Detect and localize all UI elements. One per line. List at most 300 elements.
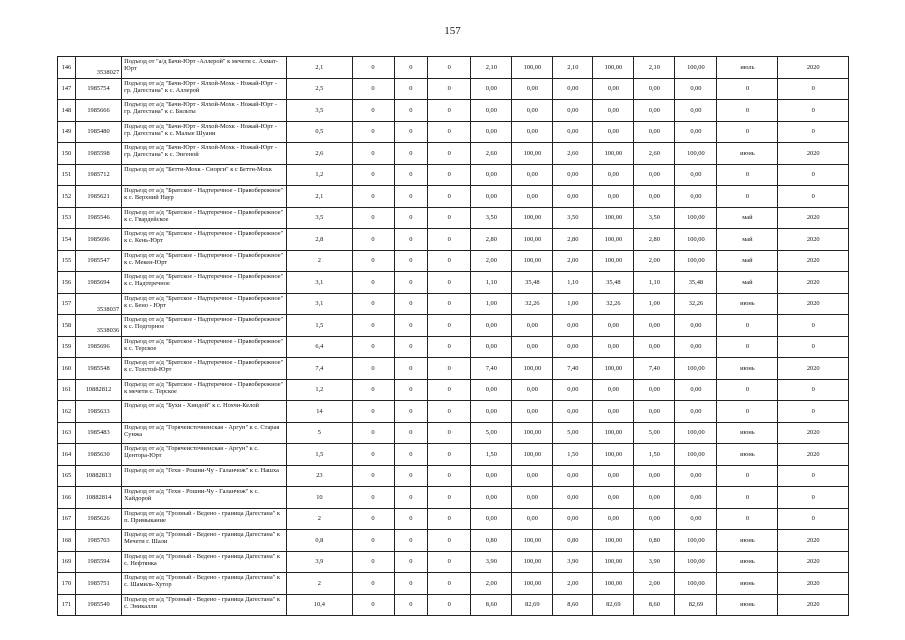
cell-c1: 0 [352,272,394,294]
cell-month: июнь [717,358,778,380]
cell-num: 165 [58,465,76,487]
cell-c1: 0 [352,401,394,423]
cell-p2: 100,00 [593,551,634,573]
cell-c1: 0 [352,358,394,380]
cell-num: 151 [58,164,76,186]
cell-month: 0 [717,508,778,530]
cell-year: 2020 [778,444,849,466]
cell-v3: 1,00 [634,293,675,315]
cell-v1: 2,60 [471,143,512,165]
cell-num: 162 [58,401,76,423]
cell-v2: 0,00 [553,465,593,487]
cell-name: Подъезд от а/д "Братское - Надтеречное - Правобережное" к с. Кень-Юрт [122,229,287,251]
cell-month: 0 [717,186,778,208]
cell-c2: 0 [394,250,428,272]
cell-c2: 0 [394,78,428,100]
cell-p2: 0,00 [593,401,634,423]
cell-length: 1,5 [287,315,352,337]
cell-v1: 0,00 [471,315,512,337]
cell-p2: 100,00 [593,250,634,272]
cell-c3: 0 [428,487,471,509]
cell-length: 2,6 [287,143,352,165]
cell-c1: 0 [352,594,394,616]
cell-name: Подъезд от а/д "Гехи - Рошни-Чу - Галанчож" к с. Нашха [122,465,287,487]
cell-p3: 100,00 [675,551,717,573]
cell-v3: 0,00 [634,508,675,530]
cell-code: 1985549 [75,594,121,616]
cell-v1: 8,60 [471,594,512,616]
cell-year: 2020 [778,207,849,229]
cell-month: июнь [717,444,778,466]
cell-v3: 2,00 [634,573,675,595]
cell-p3: 0,00 [675,487,717,509]
cell-month: 0 [717,164,778,186]
cell-num: 150 [58,143,76,165]
cell-p3: 0,00 [675,164,717,186]
cell-year: 2020 [778,551,849,573]
cell-v2: 0,00 [553,379,593,401]
cell-month: 0 [717,100,778,122]
cell-v1: 0,00 [471,186,512,208]
cell-name: Подъезд от а/д "Братское - Надтеречное - Правобережное" к с. Толстой-Юрт [122,358,287,380]
cell-num: 157 [58,293,76,315]
cell-num: 154 [58,229,76,251]
cell-v2: 3,50 [553,207,593,229]
cell-year: 2020 [778,358,849,380]
cell-year: 2020 [778,594,849,616]
cell-num: 168 [58,530,76,552]
cell-month: июнь [717,293,778,315]
cell-p3: 35,48 [675,272,717,294]
cell-v3: 0,80 [634,530,675,552]
cell-month: июнь [717,530,778,552]
cell-year: 2020 [778,573,849,595]
cell-p1: 100,00 [512,250,553,272]
cell-p1: 0,00 [512,164,553,186]
cell-c3: 0 [428,401,471,423]
cell-year: 0 [778,100,849,122]
cell-num: 159 [58,336,76,358]
cell-p3: 0,00 [675,336,717,358]
table-row [58,57,849,79]
cell-name: Подъезд от а/д "Горячеисточненская - Аргун" к с. Центора-Юрт [122,444,287,466]
cell-p2: 0,00 [593,164,634,186]
cell-v1: 2,00 [471,573,512,595]
cell-p3: 82,69 [675,594,717,616]
cell-v2: 3,90 [553,551,593,573]
table-row [58,379,849,401]
cell-v1: 2,10 [471,57,512,79]
table-row [58,444,849,466]
cell-p2: 100,00 [593,207,634,229]
cell-p2: 0,00 [593,465,634,487]
cell-code: 3538027 [75,57,121,79]
cell-year: 2020 [778,143,849,165]
cell-v2: 2,80 [553,229,593,251]
cell-p2: 82,69 [593,594,634,616]
cell-length: 3,1 [287,272,352,294]
cell-v2: 1,10 [553,272,593,294]
table-row [58,401,849,423]
cell-name: Подъезд от а/д "Братское - Надтеречное - Правобережное" к с. Подгорное [122,315,287,337]
cell-num: 152 [58,186,76,208]
cell-p1: 0,00 [512,487,553,509]
cell-code: 1985594 [75,551,121,573]
cell-month: июнь [717,594,778,616]
cell-code: 1985712 [75,164,121,186]
cell-c3: 0 [428,444,471,466]
cell-num: 147 [58,78,76,100]
cell-p1: 32,26 [512,293,553,315]
cell-p2: 100,00 [593,444,634,466]
cell-v1: 0,00 [471,401,512,423]
cell-num: 163 [58,422,76,444]
cell-c3: 0 [428,78,471,100]
cell-p2: 32,26 [593,293,634,315]
cell-v1: 3,50 [471,207,512,229]
cell-name: Подъезд от а/д "Братское - Надтеречное - Правобережное" к с. Бено - Юрт [122,293,287,315]
table-body [58,57,849,616]
cell-num: 149 [58,121,76,143]
cell-c2: 0 [394,465,428,487]
cell-c1: 0 [352,121,394,143]
cell-c2: 0 [394,573,428,595]
cell-year: 2020 [778,250,849,272]
cell-month: 0 [717,401,778,423]
cell-v3: 2,10 [634,57,675,79]
cell-name: Подъезд от а/д "Братское - Надтеречное - Правобережное" к с. Мекен-Юрт [122,250,287,272]
cell-p3: 0,00 [675,508,717,530]
cell-c3: 0 [428,186,471,208]
cell-p3: 0,00 [675,401,717,423]
cell-month: май [717,250,778,272]
cell-c2: 0 [394,229,428,251]
table-row [58,530,849,552]
cell-c1: 0 [352,100,394,122]
table-row [58,100,849,122]
cell-p1: 100,00 [512,444,553,466]
cell-v1: 0,00 [471,164,512,186]
cell-month: 0 [717,379,778,401]
cell-month: май [717,272,778,294]
cell-c1: 0 [352,315,394,337]
cell-v1: 0,00 [471,100,512,122]
cell-v3: 0,00 [634,186,675,208]
cell-c1: 0 [352,143,394,165]
cell-name: Подъезд от а/д "Братское - Надтеречное - Правобережное" к с. Гвардейское [122,207,287,229]
cell-length: 7,4 [287,358,352,380]
table-row [58,143,849,165]
cell-c1: 0 [352,229,394,251]
cell-c3: 0 [428,465,471,487]
cell-p2: 100,00 [593,530,634,552]
cell-p1: 0,00 [512,508,553,530]
cell-c2: 0 [394,508,428,530]
cell-p3: 32,26 [675,293,717,315]
cell-year: 0 [778,164,849,186]
cell-c2: 0 [394,551,428,573]
cell-code: 1985751 [75,573,121,595]
cell-v3: 2,80 [634,229,675,251]
cell-c1: 0 [352,530,394,552]
cell-c2: 0 [394,121,428,143]
cell-p1: 100,00 [512,143,553,165]
cell-code: 1985598 [75,143,121,165]
cell-v2: 0,00 [553,186,593,208]
table-row [58,594,849,616]
cell-year: 2020 [778,530,849,552]
cell-p2: 100,00 [593,229,634,251]
cell-v3: 0,00 [634,487,675,509]
cell-v3: 0,00 [634,465,675,487]
cell-c3: 0 [428,250,471,272]
cell-length: 23 [287,465,352,487]
cell-c2: 0 [394,379,428,401]
cell-v1: 1,10 [471,272,512,294]
cell-month: 0 [717,487,778,509]
cell-month: июнь [717,422,778,444]
cell-p1: 0,00 [512,100,553,122]
cell-name: Подъезд от а/д "Бухи - Хиндой" к с. Нохчи-Келой [122,401,287,423]
cell-p3: 100,00 [675,143,717,165]
cell-length: 3,5 [287,207,352,229]
cell-v2: 8,60 [553,594,593,616]
cell-v1: 0,80 [471,530,512,552]
cell-code: 10882812 [75,379,121,401]
cell-length: 14 [287,401,352,423]
cell-v1: 1,50 [471,444,512,466]
cell-p1: 100,00 [512,551,553,573]
cell-num: 167 [58,508,76,530]
cell-c1: 0 [352,465,394,487]
cell-c3: 0 [428,594,471,616]
cell-p3: 100,00 [675,57,717,79]
cell-c1: 0 [352,293,394,315]
cell-c3: 0 [428,164,471,186]
cell-p3: 0,00 [675,315,717,337]
table-row [58,487,849,509]
cell-name: Подъезд от а/д "Грозный - Ведено - граница Дагестана" к с. Эникалли [122,594,287,616]
cell-name: Подъезд от а/д "Братское - Надтеречное - Правобережное" к с. Терское [122,336,287,358]
cell-v1: 0,00 [471,487,512,509]
cell-p2: 35,48 [593,272,634,294]
cell-c2: 0 [394,358,428,380]
cell-month: 0 [717,315,778,337]
cell-month: май [717,207,778,229]
cell-name: Подъезд от а/д "Братское - Надтеречное - Правобережное" к мечети с. Терское [122,379,287,401]
cell-num: 158 [58,315,76,337]
cell-p3: 100,00 [675,207,717,229]
cell-p2: 100,00 [593,422,634,444]
cell-c1: 0 [352,551,394,573]
cell-p1: 100,00 [512,530,553,552]
cell-v2: 2,00 [553,573,593,595]
cell-name: Подъезд от а/д "Бачи-Юрт - Ялхой-Мохк - Ножай-Юрт - гр. Дагестана" к с. Бильты [122,100,287,122]
cell-c2: 0 [394,272,428,294]
cell-c3: 0 [428,508,471,530]
table-row [58,78,849,100]
cell-name: Подъезд от а/д "Грозный - Ведено - граница Дагестана" к с. Шамиль-Хутор [122,573,287,595]
cell-name: Подъезд от "а/д Бачи-Юрт -Аллерой" к мечети с. Ахмат-Юрт [122,57,287,79]
cell-p2: 0,00 [593,315,634,337]
cell-c2: 0 [394,444,428,466]
cell-code: 1985626 [75,508,121,530]
cell-v2: 0,00 [553,401,593,423]
table-row [58,336,849,358]
cell-month: июнь [717,143,778,165]
cell-year: 2020 [778,57,849,79]
cell-p3: 0,00 [675,121,717,143]
cell-p2: 100,00 [593,358,634,380]
cell-c3: 0 [428,121,471,143]
cell-year: 0 [778,487,849,509]
cell-length: 2,1 [287,186,352,208]
cell-name: Подъезд от а/д "Братское - Надтеречное - Правобережное" к с. Верхний Наур [122,186,287,208]
cell-p3: 0,00 [675,465,717,487]
cell-c2: 0 [394,143,428,165]
cell-p1: 0,00 [512,78,553,100]
cell-c2: 0 [394,336,428,358]
cell-v2: 2,60 [553,143,593,165]
cell-code: 3538037 [75,293,121,315]
cell-p3: 100,00 [675,530,717,552]
cell-v2: 7,40 [553,358,593,380]
table-row [58,315,849,337]
cell-p2: 0,00 [593,379,634,401]
cell-v3: 0,00 [634,315,675,337]
cell-c1: 0 [352,573,394,595]
cell-v1: 5,00 [471,422,512,444]
cell-v3: 0,00 [634,164,675,186]
cell-c1: 0 [352,422,394,444]
cell-c3: 0 [428,293,471,315]
cell-month: июль [717,57,778,79]
cell-v1: 1,00 [471,293,512,315]
cell-year: 2020 [778,293,849,315]
cell-p3: 100,00 [675,444,717,466]
cell-p2: 0,00 [593,100,634,122]
cell-p2: 0,00 [593,121,634,143]
cell-code: 10882813 [75,465,121,487]
cell-code: 1985547 [75,250,121,272]
cell-num: 164 [58,444,76,466]
cell-year: 0 [778,401,849,423]
cell-p3: 0,00 [675,379,717,401]
cell-p1: 100,00 [512,422,553,444]
cell-code: 1985666 [75,100,121,122]
table-row [58,358,849,380]
cell-num: 171 [58,594,76,616]
cell-length: 1,2 [287,164,352,186]
cell-p2: 0,00 [593,336,634,358]
table-row [58,465,849,487]
cell-v2: 0,00 [553,78,593,100]
cell-c3: 0 [428,315,471,337]
cell-month: 0 [717,465,778,487]
cell-num: 155 [58,250,76,272]
cell-p3: 100,00 [675,229,717,251]
cell-code: 1985621 [75,186,121,208]
cell-v3: 0,00 [634,401,675,423]
cell-p2: 0,00 [593,508,634,530]
cell-length: 3,1 [287,293,352,315]
cell-v3: 2,60 [634,143,675,165]
cell-v2: 1,00 [553,293,593,315]
cell-c2: 0 [394,164,428,186]
cell-code: 1985633 [75,401,121,423]
cell-length: 3,9 [287,551,352,573]
table-row [58,508,849,530]
cell-p1: 0,00 [512,121,553,143]
cell-length: 2 [287,573,352,595]
cell-num: 148 [58,100,76,122]
cell-length: 5 [287,422,352,444]
cell-length: 1,2 [287,379,352,401]
cell-v2: 2,00 [553,250,593,272]
cell-c2: 0 [394,487,428,509]
cell-p1: 100,00 [512,358,553,380]
cell-month: 0 [717,336,778,358]
cell-year: 2020 [778,422,849,444]
cell-year: 0 [778,121,849,143]
table-row [58,293,849,315]
cell-c3: 0 [428,551,471,573]
cell-v2: 2,10 [553,57,593,79]
cell-v3: 0,00 [634,336,675,358]
table-row [58,207,849,229]
cell-length: 10 [287,487,352,509]
cell-name: Подъезд от а/д "Бачи-Юрт - Ялхой-Мохк - Ножай-Юрт - гр. Дагестана" к с. Аллерой [122,78,287,100]
cell-c1: 0 [352,487,394,509]
table-row [58,272,849,294]
cell-v2: 0,00 [553,121,593,143]
cell-p1: 0,00 [512,315,553,337]
cell-v3: 0,00 [634,121,675,143]
table-row [58,121,849,143]
cell-length: 2,8 [287,229,352,251]
cell-length: 0,8 [287,530,352,552]
cell-v3: 0,00 [634,100,675,122]
cell-v1: 7,40 [471,358,512,380]
cell-v2: 0,00 [553,100,593,122]
cell-c2: 0 [394,186,428,208]
cell-c2: 0 [394,594,428,616]
table-row [58,229,849,251]
cell-v3: 3,50 [634,207,675,229]
cell-length: 2 [287,250,352,272]
cell-c2: 0 [394,293,428,315]
cell-code: 1985694 [75,272,121,294]
cell-v3: 7,40 [634,358,675,380]
cell-name: Подъезд от а/д "Братское - Надтеречное - Правобережное" к с. Надтеречное [122,272,287,294]
cell-num: 161 [58,379,76,401]
cell-c2: 0 [394,207,428,229]
cell-code: 1985483 [75,422,121,444]
cell-c3: 0 [428,530,471,552]
cell-v3: 3,90 [634,551,675,573]
cell-year: 0 [778,508,849,530]
cell-num: 166 [58,487,76,509]
cell-p3: 0,00 [675,186,717,208]
page-number: 157 [444,25,461,37]
cell-month: май [717,229,778,251]
cell-year: 0 [778,379,849,401]
cell-code: 1985703 [75,530,121,552]
cell-v3: 0,00 [634,379,675,401]
cell-c3: 0 [428,100,471,122]
cell-p1: 100,00 [512,573,553,595]
cell-name: Подъезд от а/д "Гехи - Рошни-Чу - Галанчож" к с. Хайдорой [122,487,287,509]
